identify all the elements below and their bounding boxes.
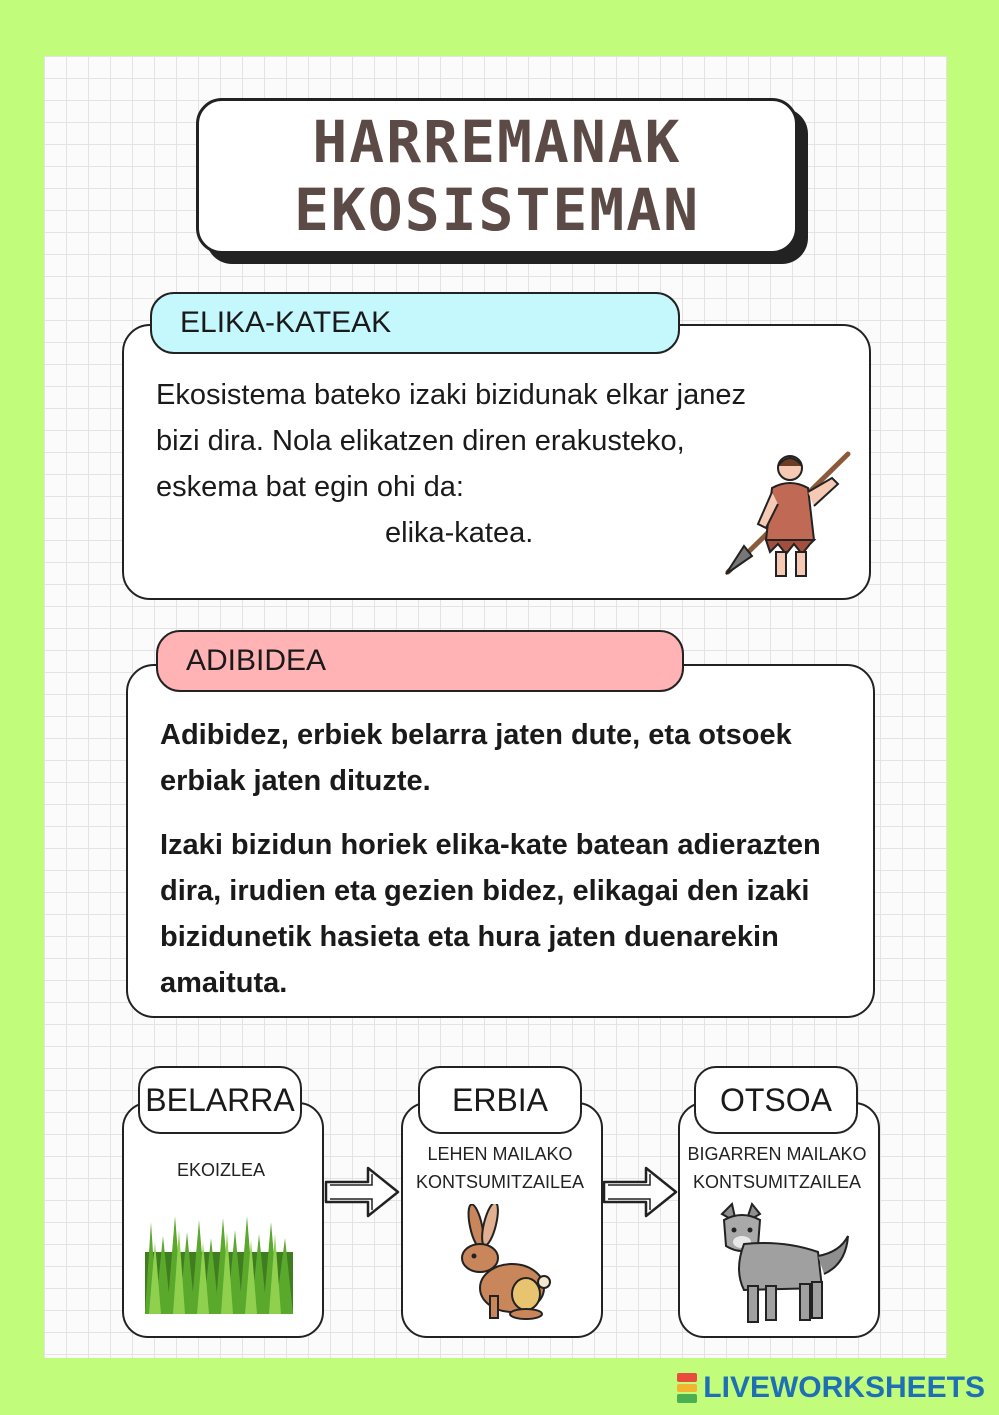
text-line: eskema bat egin ohi da: (156, 471, 464, 503)
text-line: Adibidez, erbiek belarra jaten dute, eta otsoek (160, 719, 792, 751)
text-line: erbiak jaten dituzte. (160, 765, 431, 797)
role-line: KONTSUMITZAILEA (415, 1172, 585, 1192)
adibidea-paragraph-1 (160, 712, 792, 804)
grass-icon (143, 1212, 295, 1316)
title-line-1: HARREMANAK (312, 108, 682, 176)
otsoa-role (678, 1140, 876, 1196)
belarra-role (122, 1156, 320, 1184)
text-line: bizi dira. Nola elikatzen diren erakusteko, (156, 425, 685, 457)
role-line: EKOIZLEA (176, 1160, 266, 1180)
title-box (196, 98, 798, 254)
belarra-label: BELARRA (138, 1066, 302, 1134)
role-line: KONTSUMITZAILEA (692, 1172, 862, 1192)
text-line: amaituta. (160, 967, 288, 999)
role-line: LEHEN MAILAKO (427, 1144, 573, 1164)
adibidea-heading: ADIBIDEA (156, 630, 684, 692)
liveworksheets-logo (677, 1371, 985, 1405)
erbia-label: ERBIA (418, 1066, 582, 1134)
text-line: bizidunetik hasieta eta hura jaten duenarekin (160, 921, 779, 953)
brand-text: LIVEWORKSHEETS (703, 1371, 985, 1404)
text-line: Ekosistema bateko izaki bizidunak elkar janez (156, 379, 746, 411)
text-line: Izaki bizidun horiek elika-kate batean adierazten (160, 829, 821, 861)
brand-logo-icon (677, 1373, 697, 1403)
text-line: dira, irudien eta gezien bidez, elikagai den izaki (160, 875, 810, 907)
arrow-right-icon (322, 1162, 402, 1222)
elika-kateak-text (156, 372, 746, 510)
elika-kateak-heading: ELIKA-KATEAK (150, 292, 680, 354)
erbia-role (401, 1140, 599, 1196)
title-line-2: EKOSISTEMAN (293, 176, 701, 244)
hare-icon (452, 1204, 552, 1320)
otsoa-label: OTSOA (694, 1066, 858, 1134)
wolf-icon (714, 1200, 852, 1326)
arrow-right-icon (600, 1162, 680, 1222)
adibidea-paragraph-2 (160, 822, 821, 1006)
role-line: BIGARREN MAILAKO (687, 1144, 867, 1164)
hunter-icon (722, 448, 854, 580)
elika-katea-term: elika-katea. (385, 517, 534, 549)
